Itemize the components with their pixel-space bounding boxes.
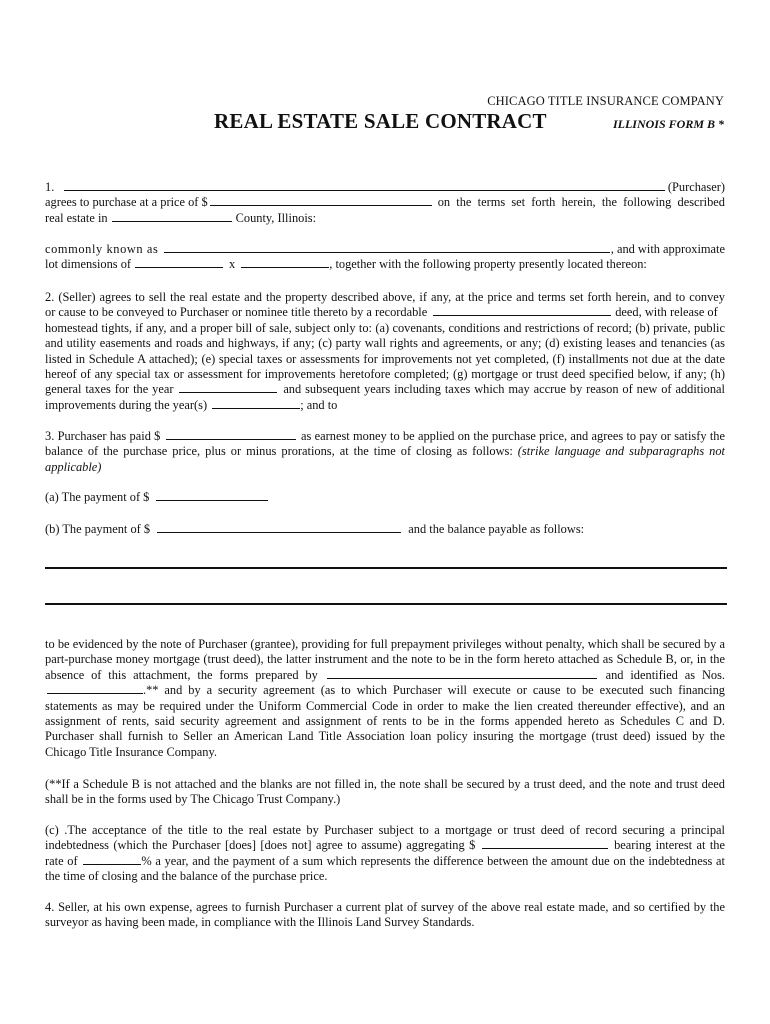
document-title: REAL ESTATE SALE CONTRACT — [214, 109, 547, 133]
payment-a — [45, 490, 725, 505]
county-field[interactable] — [112, 211, 232, 222]
lot-x-text: x — [229, 257, 236, 272]
note-paragraph-text: to be evidenced by the note of Purchaser (grantee), providing for full prepayment privileges without penalty, which shall be secured by a part-purchase money mortgage (trust deed), the latter instrument and the note to be in the form hereto attached as Schedule B, or, in the absence of this attachment, the forms prepared by — [45, 637, 725, 682]
mortgage-assumption-text-2: bearing interest at the rate of — [45, 838, 725, 868]
earnest-money-text: 3. Purchaser has paid $ — [45, 429, 161, 443]
earnest-money-text-2: as earnest money to be applied on the purchase price, and agrees to pay or satisfy the balance of the purchase price, plus or minus prorations, at the time of closing as follows: — [45, 429, 725, 459]
interest-rate-field[interactable] — [83, 854, 141, 865]
company-name: CHICAGO TITLE INSURANCE COMPANY — [487, 94, 724, 108]
section-2 — [45, 290, 725, 413]
payment-b-text-end: and the balance payable as follows: — [408, 522, 585, 536]
section-1-number: 1. — [45, 180, 55, 194]
payment-b-field[interactable] — [157, 522, 401, 533]
address-field[interactable] — [164, 242, 609, 253]
mortgage-assumption-text: (c) .The acceptance of the title to the real estate by Purchaser subject to a mortgage or trust deed of record securing a principal indebtedness (which the Purchaser [does] [does not] agree to assume) aggregating $ — [45, 823, 725, 853]
payment-a-text: (a) The payment of $ — [45, 490, 150, 504]
nos-text: Nos. — [701, 667, 726, 682]
known-as-text: commonly known as — [45, 242, 159, 256]
balance-terms-line-1[interactable] — [45, 567, 727, 569]
purchaser-name-field[interactable] — [64, 180, 665, 191]
price-field[interactable] — [210, 195, 432, 206]
section-4: 4. Seller, at his own expense, agrees to furnish Purchaser a current plat of survey of the above real estate made, and so certified by the surveyor as having been made, in compliance with the Illinois Land Survey Standards. — [45, 900, 725, 930]
section-2-deed-text-end: deed, with release of — [615, 305, 718, 320]
aggregate-amount-field[interactable] — [482, 838, 608, 849]
price-text: agrees to purchase at a price of $ — [45, 195, 208, 210]
payment-b-text: (b) The payment of $ — [45, 522, 151, 536]
lot-width-field[interactable] — [135, 257, 223, 268]
section-1 — [45, 180, 725, 226]
section-2-body — [45, 321, 725, 413]
lot-depth-field[interactable] — [241, 257, 329, 268]
price-text-end: on the terms set forth herein, the following described — [437, 195, 725, 210]
note-paragraph — [45, 637, 725, 760]
form-label: ILLINOIS FORM B * — [612, 117, 724, 131]
earnest-money-field[interactable] — [166, 429, 296, 440]
schedule-b-note: (**If a Schedule B is not attached and the blanks are not filled in, the note shall be secured by a trust deed, and the note and trust deed shall be in the forms used by The Chicago Trust Company.) — [45, 777, 725, 807]
section-3 — [45, 429, 725, 475]
payment-a-field[interactable] — [156, 490, 268, 501]
note-paragraph-text-3: .** and by a security agreement (as to which Purchaser will execute or cause to be executed such financing statements as may be required under the Uniform Commercial Code in order to make the lien created thereunder effective), and an assignment of rents, said security agreement and assignment of rents to be in the forms appended hereto as Schedules C and D. Purchaser shall furnish to Seller an American Land Title Association loan policy insuring the mortgage (trust deed) issued by the Chicago Title Insurance Company. — [45, 683, 725, 759]
deed-type-field[interactable] — [433, 305, 611, 316]
county-text-end: County, Illinois: — [235, 210, 317, 225]
section-2-body-end: ; and to — [300, 397, 338, 412]
tax-year-field[interactable] — [179, 382, 277, 393]
property-description — [45, 242, 725, 273]
section-2-body-text: homestead tights, if any, and a proper bill of sale, subject only to: (a) covenants, conditions and restrictions of record; (b) private, public and utility easements and roads and highways, if any; (c) party wall rights and agreements, or any; (d) existing leases and tenancies (as listed in Schedule A attached); (e) special taxes or assessments for improvements not yet completed, (f) installments not due at the date hereof of any special tax or assessment for improvements heretofore completed; (g) mortgage or trust deed specified below, if any; (h) general taxes for the year — [45, 320, 725, 397]
payment-b — [45, 522, 725, 537]
lot-dimensions-text-end: , together with the following property presently located thereon: — [329, 257, 647, 272]
mortgage-assumption-text-3: % a year, and the payment of a sum which represents the difference between the amount due on the indebtedness at the time of closing and the balance of the purchase price. — [45, 853, 725, 884]
section-2-body-text-2: and subsequent years including taxes which may accrue by reason of new of additional improvements during the year(s) — [45, 382, 725, 412]
section-2-line-1: 2. (Seller) agrees to sell the real estate and the property described above, if any, at the price and terms set forth herein, and to convey — [45, 290, 725, 304]
balance-terms-line-2[interactable] — [45, 603, 727, 605]
strike-language-note: (strike language and subparagraphs not applicable) — [45, 444, 725, 474]
forms-prepared-by-field[interactable] — [327, 668, 597, 679]
known-as-text-end: , and with approximate — [610, 242, 725, 256]
purchaser-label: (Purchaser) — [667, 180, 725, 194]
note-paragraph-text-2: and identified as — [605, 667, 696, 682]
form-numbers-field[interactable] — [47, 683, 143, 694]
section-2-deed-text: or cause to be conveyed to Purchaser or nominee title thereto by a recordable — [45, 305, 428, 320]
mortgage-assumption-paragraph — [45, 823, 725, 885]
improvement-years-field[interactable] — [212, 398, 300, 409]
county-text: real estate in — [45, 210, 108, 225]
lot-dimensions-text: lot dimensions of — [45, 257, 132, 272]
